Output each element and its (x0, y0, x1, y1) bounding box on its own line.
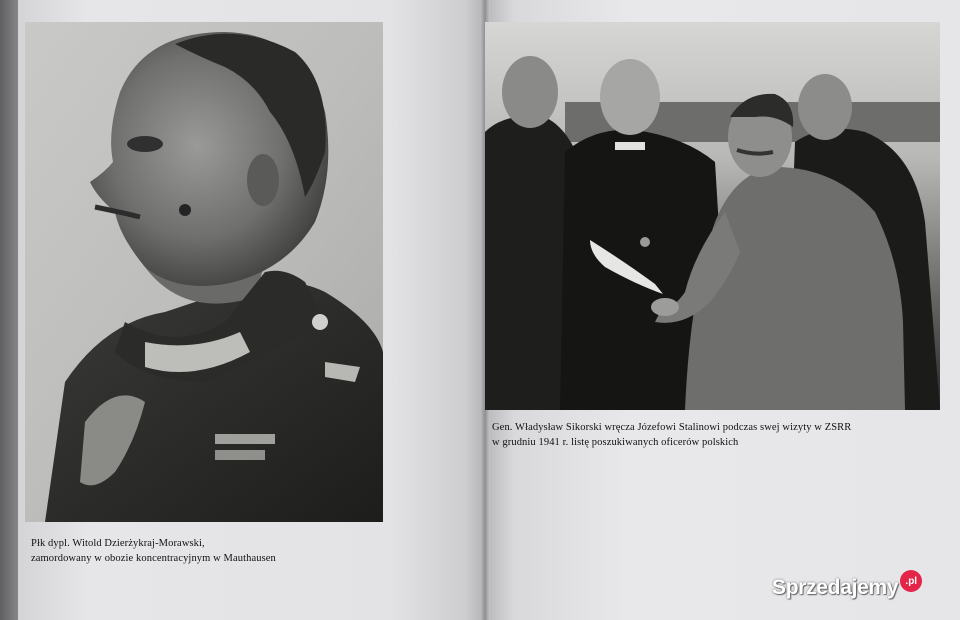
caption-line: Płk dypl. Witold Dzierżykraj-Morawski, (31, 538, 205, 549)
group-image (485, 22, 940, 410)
group-photo (485, 22, 940, 410)
portrait-image (25, 22, 383, 522)
portrait-caption (31, 536, 391, 566)
portrait-photo (25, 22, 383, 522)
caption-line: w grudniu 1941 r. listę poszukiwanych oficerów polskich (492, 437, 739, 448)
watermark-badge: .pl (900, 570, 922, 592)
group-photo-caption (492, 420, 932, 450)
caption-line: zamordowany w obozie koncentracyjnym w Mauthausen (31, 553, 276, 564)
caption-line: Gen. Władysław Sikorski wręcza Józefowi Stalinowi podczas swej wizyty w ZSRR (492, 422, 852, 433)
watermark-text: Sprzedajemy (772, 576, 899, 599)
watermark-logo (772, 568, 922, 608)
